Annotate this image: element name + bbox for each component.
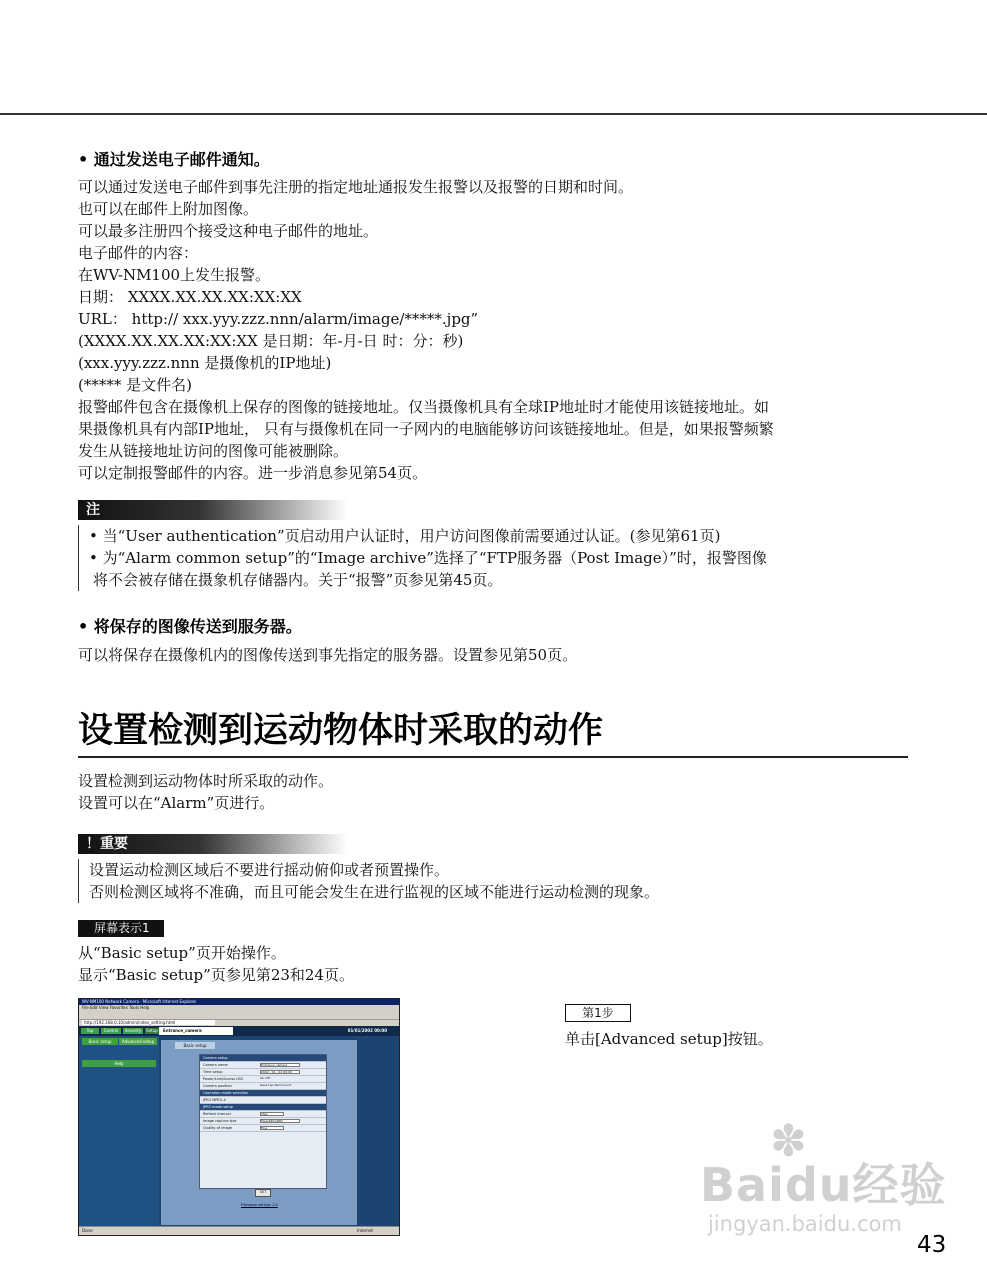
- camera-name: Entrance_camera: [159, 1027, 233, 1035]
- note-line: 将不会被存储在摄象机存储器内。关于“报警”页参见第45页。: [93, 571, 503, 589]
- form-row: [200, 1069, 326, 1076]
- form-label: Camera position: [203, 1084, 232, 1088]
- status-left: Done: [82, 1228, 93, 1233]
- text-line: 显示“Basic setup”页参见第23和24页。: [78, 966, 355, 984]
- form-row: [200, 1083, 326, 1090]
- camera-name-input[interactable]: Entrance_camera: [260, 1063, 300, 1067]
- baidu-watermark: [700, 1116, 947, 1240]
- screen-text: [78, 942, 354, 986]
- form-label: Camera name: [203, 1063, 228, 1067]
- important-line: 否则检测区域将不准确，而且可能会发生在进行监视的区域不能进行运动检测的现象。: [89, 883, 660, 901]
- page-title: 设置检测到运动物体时采取的动作: [78, 708, 908, 758]
- important-line: 设置运动检测区域后不要进行摇动俯仰或者预置操作。: [89, 861, 450, 879]
- section-heading-email: • 通过发送电子邮件通知。: [78, 150, 270, 169]
- form-row: [200, 1062, 326, 1069]
- refresh-select[interactable]: 1fps: [260, 1112, 284, 1116]
- text-line: 可以将保存在摄像机内的图像传送到事先指定的服务器。设置参见第50页。: [78, 646, 578, 664]
- time-input[interactable]: 2002 - 01 - 01 00:00: [260, 1070, 300, 1074]
- text-line: 报警邮件包含在摄像机上保存的图像的链接地址。仅当摄像机具有全球IP地址时才能使用该链接地址。如: [78, 398, 770, 416]
- screen-tag: 屏幕表示1: [78, 920, 164, 937]
- top-rule: [0, 113, 987, 115]
- paw-icon: ✽: [770, 1116, 807, 1167]
- basic-setup-form: [199, 1054, 327, 1189]
- important-label: ！重要: [78, 834, 348, 854]
- advanced-setup-button[interactable]: Advanced setup: [119, 1038, 157, 1045]
- status-bar: [79, 1226, 399, 1235]
- watermark-url: jingyan.baidu.com: [708, 1212, 902, 1236]
- step-tag: 第1步: [565, 1004, 631, 1022]
- form-row: [200, 1118, 326, 1125]
- note-line: • 为“Alarm common setup”的“Image archive”选择了“FTP服务器（Post Image）”时，报警图像: [89, 549, 767, 567]
- form-label: Quality of image: [203, 1126, 233, 1130]
- form-row: [200, 1076, 326, 1083]
- form-row: [200, 1090, 326, 1097]
- position-radio[interactable]: Desk top Wall mount: [260, 1083, 292, 1087]
- text-line: 可以最多注册四个接受这种电子邮件的地址。: [78, 222, 379, 240]
- text-line: (XXXX.XX.XX.XX:XX:XX 是日期：年-月-日 时：分：秒): [78, 332, 464, 350]
- text-line: 发生从链接地址访问的图像可能被删除。: [78, 442, 349, 460]
- step-text: 单击[Advanced setup]按钮。: [565, 1030, 773, 1048]
- form-label: Operation mode selection: [203, 1091, 249, 1095]
- tab-setup[interactable]: Setup: [146, 1028, 158, 1033]
- text-line: 日期： XXXX.XX.XX.XX:XX:XX: [78, 288, 302, 306]
- server-description: [78, 644, 577, 666]
- note-line: • 当“User authentication”页启动用户认证时，用户访问图像前需要通过认证。(参见第61页): [89, 527, 721, 545]
- size-select[interactable]: VGA(640x480): [260, 1119, 300, 1123]
- setup-sidebar: [79, 1036, 159, 1227]
- status-right: Internet: [357, 1228, 373, 1233]
- top-nav: [79, 1026, 399, 1036]
- note-label: 注: [78, 500, 348, 520]
- form-label: JPEG mode setup: [203, 1105, 234, 1109]
- browser-screenshot: [78, 998, 400, 1236]
- setup-content: [161, 1040, 357, 1225]
- tab-security[interactable]: Security: [124, 1028, 142, 1033]
- tab-control[interactable]: Control: [101, 1028, 121, 1034]
- text-line: 从“Basic setup”页开始操作。: [78, 944, 286, 962]
- watermark-brand: Baidu经验: [700, 1158, 947, 1212]
- quality-select[interactable]: Fine: [260, 1126, 284, 1130]
- camera-app: [79, 1026, 399, 1227]
- menu-bar: File Edit View Favorites Tools Help: [79, 1005, 399, 1011]
- firmware-link[interactable]: Firmware version 1.0: [241, 1203, 278, 1207]
- mode-radio[interactable]: JPEG MPEG-4: [203, 1098, 226, 1102]
- text-line: 在WV-NM100上发生报警。: [78, 266, 271, 284]
- intro-text: [78, 770, 333, 814]
- content-tab[interactable]: Basic setup: [175, 1042, 215, 1049]
- section-heading-server: • 将保存的图像传送到服务器。: [78, 617, 302, 636]
- form-label: Camera setup: [203, 1056, 228, 1060]
- form-row: [200, 1055, 326, 1062]
- text-line: 可以定制报警邮件的内容。进一步消息参见第54页。: [78, 464, 428, 482]
- clock: 01/01/2002 00:00: [347, 1028, 387, 1033]
- form-label: Image capture size: [203, 1119, 237, 1123]
- form-label: Power/Link/Access LED: [203, 1077, 244, 1081]
- text-line: URL： http:// xxx.yyy.zzz.nnn/alarm/image/*****.jpg”: [78, 310, 479, 328]
- led-radio[interactable]: On Off: [260, 1076, 270, 1080]
- text-line: 设置检测到运动物体时所采取的动作。: [78, 772, 334, 790]
- basic-setup-button[interactable]: Basic setup: [82, 1038, 118, 1045]
- form-row: [200, 1111, 326, 1118]
- form-label: Refresh interval: [203, 1112, 231, 1116]
- form-label: Time setup: [203, 1070, 223, 1074]
- note-body: [78, 525, 767, 591]
- text-line: 可以通过发送电子邮件到事先注册的指定地址通报发生报警以及报警的日期和时间。: [78, 178, 634, 196]
- text-line: 也可以在邮件上附加图像。: [78, 200, 259, 218]
- window-title: WV-NM100 Network Camera - Microsoft Internet Explorer: [79, 999, 399, 1005]
- text-line: (xxx.yyy.zzz.nnn 是摄像机的IP地址): [78, 354, 332, 372]
- form-row: [200, 1104, 326, 1111]
- browser-toolbar: [79, 1011, 399, 1020]
- form-row: [200, 1097, 326, 1104]
- text-line: 果摄像机具有内部IP地址， 只有与摄像机在同一子网内的电脑能够访问该链接地址。但是，如果报警频繁: [78, 420, 774, 438]
- form-row: [200, 1125, 326, 1132]
- text-line: (***** 是文件名): [78, 376, 192, 394]
- page-number: 43: [917, 1232, 947, 1258]
- email-description: [78, 176, 774, 484]
- text-line: 设置可以在“Alarm”页进行。: [78, 794, 275, 812]
- help-button[interactable]: Help: [82, 1060, 156, 1067]
- important-body: [78, 859, 659, 903]
- address-value: http://192.168.0.10/admin/index_setting.html: [82, 1020, 215, 1025]
- text-line: 电子邮件的内容：: [78, 244, 199, 262]
- tab-top[interactable]: Top: [81, 1028, 99, 1034]
- set-button[interactable]: SET: [255, 1189, 271, 1197]
